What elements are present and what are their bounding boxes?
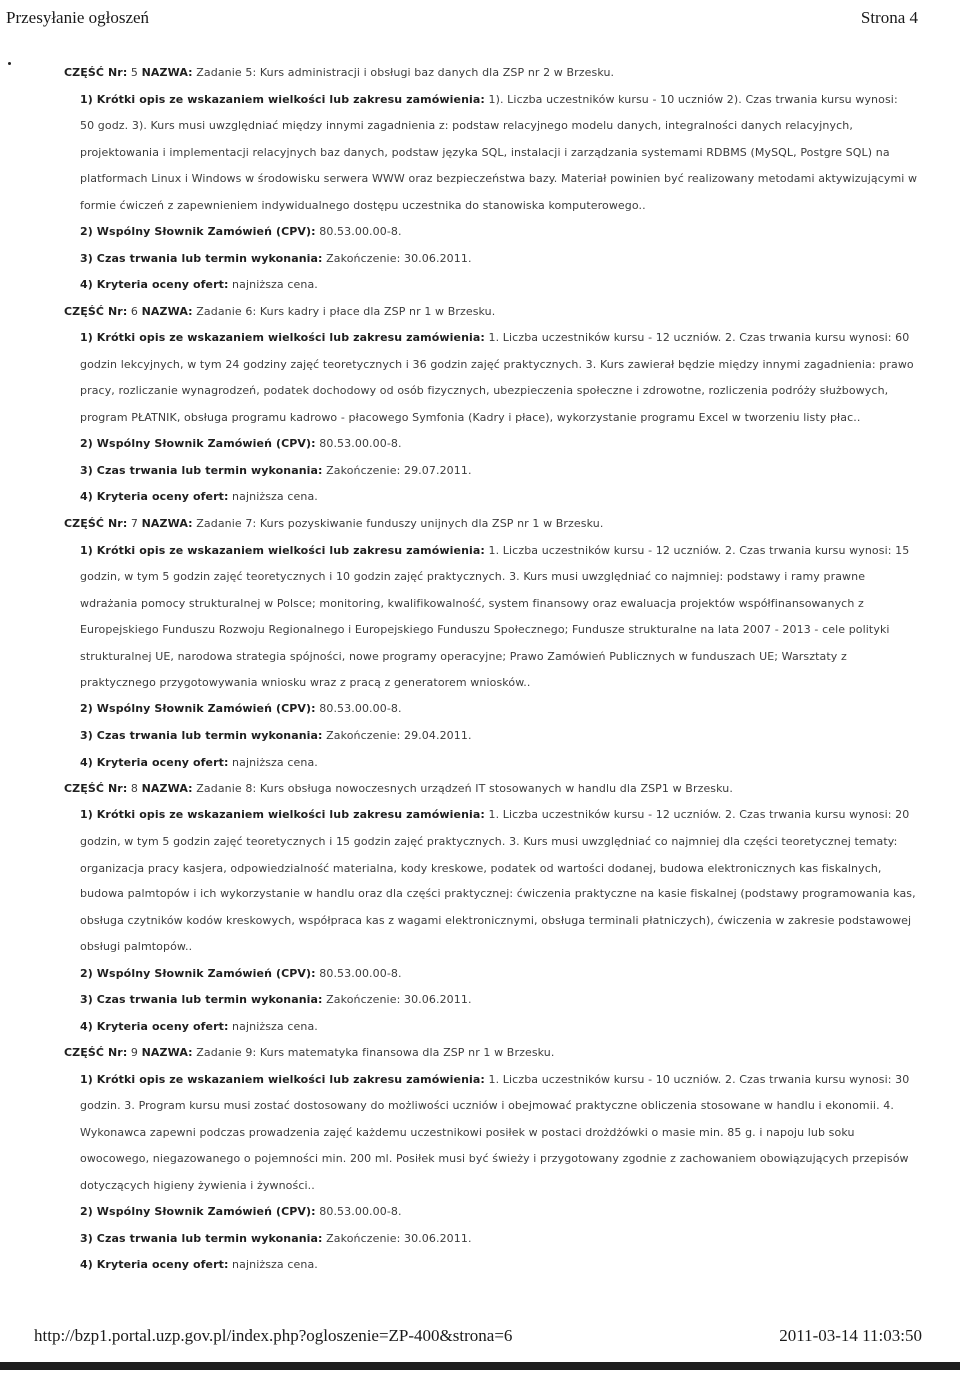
field-value: 6 [127,305,142,318]
text-line [80,331,909,345]
field-label: 1) Krótki opis ze wskazaniem wielkości lub zakresu zamówienia: [80,808,485,821]
field-label: CZĘŚĆ Nr: [64,1046,128,1059]
field-label: 4) Kryteria oceny ofert: [80,756,229,769]
field-value: najniższa cena. [228,278,318,291]
field-label: 2) Wspólny Słownik Zamówień (CPV): [80,1205,316,1218]
field-value: Zakończenie: 29.07.2011. [322,464,472,477]
section-heading [64,66,614,80]
field-value: 80.53.00.00-8. [315,437,402,450]
footer-datetime: 2011-03-14 11:03:50 [779,1326,922,1345]
field-value: 1. Liczba uczestników kursu - 12 uczniów. 2. Czas trwania kursu wynosi: 15 [484,544,910,557]
field-value: obsługi palmtopów.. [80,940,193,953]
field-value: projektowania i implementacji relacyjnych baz danych, podstaw języka SQL, instalacji i zarządzania systemami RDBMS (MySQL, Postgre SQL) na [80,146,890,159]
field-value: najniższa cena. [228,1020,318,1033]
field-value: 1. Liczba uczestników kursu - 12 uczniów. 2. Czas trwania kursu wynosi: 20 [484,808,910,821]
text-line [80,887,916,901]
section-heading [64,517,603,531]
field-value: 5 [127,66,142,79]
text-line [80,358,914,372]
field-label: CZĘŚĆ Nr: [64,66,128,79]
field-value: Zadanie 9: Kurs matematyka finansowa dla ZSP nr 1 w Brzesku. [192,1046,555,1059]
field-label: 3) Czas trwania lub termin wykonania: [80,464,323,477]
field-label: 4) Kryteria oceny ofert: [80,1258,229,1271]
text-line [80,146,890,160]
text-line [80,437,402,451]
text-line [80,570,865,584]
text-line [80,544,909,558]
field-value: wdrażania pomocy strukturalnej w Polsce; monitoring, kwalifikowalność, system finansowy oraz ewaluacja projektów współfinansowanych z [80,597,864,610]
field-label: 2) Wspólny Słownik Zamówień (CPV): [80,437,316,450]
text-line [80,623,890,637]
field-label: 1) Krótki opis ze wskazaniem wielkości lub zakresu zamówienia: [80,93,485,106]
page-header-title: Przesyłanie ogłoszeń [6,8,150,27]
field-label: 3) Czas trwania lub termin wykonania: [80,993,323,1006]
text-line [80,597,864,611]
field-value: Zadanie 7: Kurs pozyskiwanie funduszy unijnych dla ZSP nr 1 w Brzesku. [192,517,604,530]
field-value: Zadanie 5: Kurs administracji i obsługi baz danych dla ZSP nr 2 w Brzesku. [192,66,615,79]
text-line [80,1126,855,1140]
field-label: NAZWA: [141,305,193,318]
field-value: Europejskiego Funduszu Rozwoju Regionalnego i Europejskiego Funduszu Społecznego; Fundusze strukturalne na lata 2007 - 2013 - cele polityki [80,623,890,636]
field-value: Zakończenie: 30.06.2011. [322,252,472,265]
field-label: 4) Kryteria oceny ofert: [80,1020,229,1033]
field-value: godzin. 3. Program kursu musi zostać dostosowany do możliwości uczniów i obejmować praktyczne obliczenia stosowane w handlu i ekonomii. 4. [80,1099,894,1112]
text-line [80,411,860,425]
text-line [80,676,530,690]
field-value: 80.53.00.00-8. [315,967,402,980]
field-value: platformach Linux i Windows w środowisku serwera WWW oraz bezpieczeństwa bazy. Materiał powinien być realizowany metodami aktywizującymi w [80,172,918,185]
field-label: 4) Kryteria oceny ofert: [80,490,229,503]
field-value: Zadanie 6: Kurs kadry i płace dla ZSP nr 1 w Brzesku. [192,305,496,318]
field-value: 80.53.00.00-8. [315,1205,402,1218]
scan-mark [8,62,11,65]
field-label: NAZWA: [141,66,193,79]
field-value: 80.53.00.00-8. [315,225,402,238]
field-label: NAZWA: [141,517,193,530]
text-line [80,1179,315,1193]
text-line [80,729,472,743]
field-label: CZĘŚĆ Nr: [64,305,128,318]
page-number: Strona 4 [860,8,918,27]
text-line [80,172,917,186]
text-line [80,1099,894,1113]
field-label: 1) Krótki opis ze wskazaniem wielkości lub zakresu zamówienia: [80,544,485,557]
field-value: godzin, w tym 5 godzin zajęć teoretycznych i 15 godzin zajęć praktycznych. 3. Kurs musi uwzględniać co najmniej dla części teoretycznej tematy: [80,835,898,848]
text-line [80,808,909,822]
scan-border [0,1362,960,1370]
text-line [80,278,318,292]
field-label: CZĘŚĆ Nr: [64,517,128,530]
text-line [80,1073,909,1087]
field-value: 8 [127,782,142,795]
text-line [80,225,402,239]
field-value: dotyczących higieny żywienia i żywności.. [80,1179,315,1192]
field-value: godzin lekcyjnych, w tym 24 godziny zajęć teoretycznych i 36 godzin zajęć praktycznych. 3. Kurs zawierał będzie między innymi zagadnienia: prawo [80,358,914,371]
text-line [80,384,888,398]
field-value: 1. Liczba uczestników kursu - 12 uczniów. 2. Czas trwania kursu wynosi: 60 [484,331,910,344]
section-heading [64,305,495,319]
field-value: program PŁATNIK, obsługa programu kadrowo - płacowego Symfonia (Kadry i płace), wykorzystanie programu Excel w tworzeniu listy płac.. [80,411,861,424]
field-label: 3) Czas trwania lub termin wykonania: [80,729,323,742]
text-line [80,93,898,107]
text-line [80,1152,909,1166]
section-heading [64,1046,554,1060]
field-value: najniższa cena. [228,490,318,503]
field-value: 80.53.00.00-8. [315,702,402,715]
field-label: CZĘŚĆ Nr: [64,782,128,795]
text-line [80,993,472,1007]
text-line [80,199,646,213]
text-line [80,464,472,478]
text-line [80,490,318,504]
text-line [80,252,472,266]
field-value: budowa palmtopów i ich wykorzystanie w handlu oraz dla części praktycznej: ćwiczenia praktyczne na kasie fiskalnej (podstawy programowania kas, [80,887,916,900]
text-line [80,967,402,981]
field-value: pracy, rozliczanie wynagrodzeń, podatek dochodowy od osób fizycznych, ubezpieczenia społeczne i zdrowotne, rozliczenia podróży służbowych, [80,384,889,397]
text-line [80,650,847,664]
field-label: 2) Wspólny Słownik Zamówień (CPV): [80,702,316,715]
field-value: godzin, w tym 5 godzin zajęć teoretycznych i 10 godzin zajęć praktycznych. 3. Kurs musi uwzględniać co najmniej: podstawy i ramy prawne [80,570,866,583]
text-line [80,1258,318,1272]
field-value: Zadanie 8: Kurs obsługa nowoczesnych urządzeń IT stosowanych w handlu dla ZSP1 w Brzesku. [192,782,733,795]
field-value: najniższa cena. [228,756,318,769]
field-value: obsługa czytników kodów kreskowych, współpraca kas z wagami elektronicznymi, obsługa terminali płatniczych), ćwiczenia w zakresie podstawowej [80,914,912,927]
field-label: NAZWA: [141,1046,193,1059]
text-line [80,756,318,770]
field-value: 1). Liczba uczestników kursu - 10 uczniów 2). Czas trwania kursu wynosi: [484,93,898,106]
field-value: 1. Liczba uczestników kursu - 10 uczniów. 2. Czas trwania kursu wynosi: 30 [484,1073,910,1086]
field-label: 3) Czas trwania lub termin wykonania: [80,1232,323,1245]
field-value: strukturalnej UE, narodowa strategia spójności, nowe programy operacyjne; Prawo Zamówień Publicznych w funduszach UE; Warsztaty z [80,650,847,663]
field-value: Wykonawca zapewni podczas prowadzenia zajęć każdemu uczestnikowi posiłek w postaci drożdżówki o masie min. 85 g. i napoju lub soku [80,1126,855,1139]
text-line [80,702,402,716]
field-value: formie ćwiczeń z zapewnieniem indywidualnego dostępu uczestnika do stanowiska komputerowego.. [80,199,646,212]
text-line [80,914,911,928]
field-value: Zakończenie: 30.06.2011. [322,1232,472,1245]
field-label: 1) Krótki opis ze wskazaniem wielkości lub zakresu zamówienia: [80,331,485,344]
text-line [80,862,882,876]
footer-url: http://bzp1.portal.uzp.gov.pl/index.php?ogloszenie=ZP-400&strona=6 [34,1326,513,1345]
field-label: 2) Wspólny Słownik Zamówień (CPV): [80,967,316,980]
field-value: najniższa cena. [228,1258,318,1271]
field-value: organizacja pracy kasjera, odpowiedzialność materialna, kody kreskowe, podatek od wartości dodanej, budowa elektronicznych kas fiskalnych, [80,862,882,875]
field-value: Zakończenie: 29.04.2011. [322,729,472,742]
text-line [80,835,897,849]
field-label: NAZWA: [141,782,193,795]
text-line [80,1232,472,1246]
text-line [80,940,192,954]
text-line [80,1020,318,1034]
field-label: 2) Wspólny Słownik Zamówień (CPV): [80,225,316,238]
field-value: 7 [127,517,142,530]
field-value: 50 godz. 3). Kurs musi uwzględniać między innymi zagadnienia z: podstaw relacyjnego modelu danych, integralności danych relacyjnych, [80,119,853,132]
field-label: 4) Kryteria oceny ofert: [80,278,229,291]
text-line [80,1205,402,1219]
field-label: 1) Krótki opis ze wskazaniem wielkości lub zakresu zamówienia: [80,1073,485,1086]
field-label: 3) Czas trwania lub termin wykonania: [80,252,323,265]
field-value: owocowego, niegazowanego o pojemności min. 200 ml. Posiłek musi być świeży i przygotowany zgodnie z zachowaniem obowiązujących przepisów [80,1152,909,1165]
field-value: 9 [127,1046,142,1059]
text-line [80,119,853,133]
section-heading [64,782,733,796]
field-value: praktycznego przygotowywania wniosku wraz z pracą z generatorem wniosków.. [80,676,531,689]
field-value: Zakończenie: 30.06.2011. [322,993,472,1006]
